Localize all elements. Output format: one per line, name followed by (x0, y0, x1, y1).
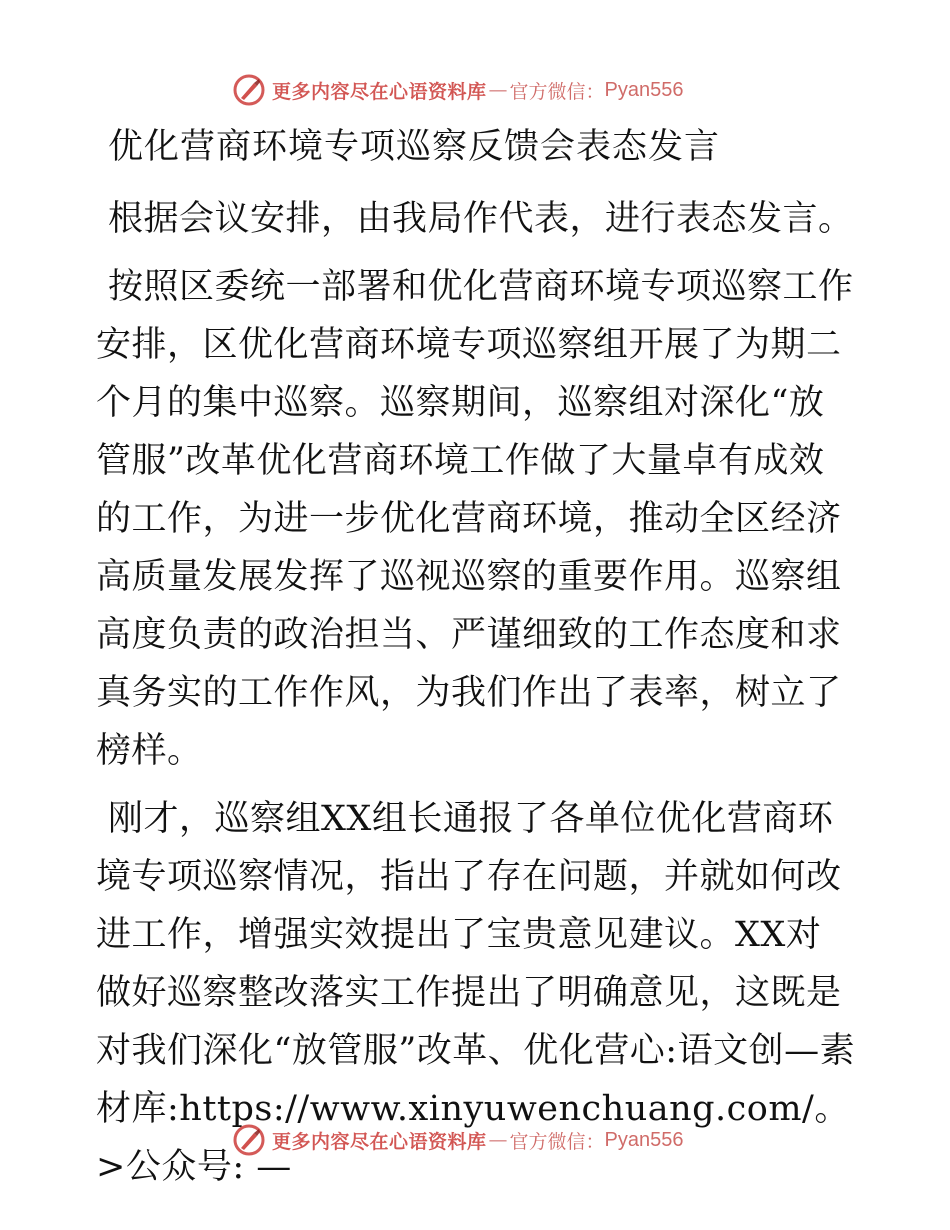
watermark-wechat-id: Pyan556 (604, 78, 684, 101)
watermark-main-text: 更多内容尽在心语资料库 (272, 80, 487, 103)
paragraph-1: 根据会议安排，由我局作代表，进行表态发言。 (108, 199, 854, 239)
pen-logo-icon (232, 73, 266, 107)
header-watermark-banner (232, 72, 684, 108)
watermark-wechat-label: 官方微信： (509, 80, 605, 103)
watermark-separator: — (488, 1129, 508, 1151)
footer-watermark-banner (232, 1122, 684, 1158)
pen-logo-icon (232, 1123, 266, 1157)
document-title: 优化营商环境专项巡察反馈会表态发言 (108, 127, 721, 167)
watermark-wechat-id: Pyan556 (604, 1128, 684, 1151)
document-body (96, 118, 856, 1206)
watermark-separator: — (488, 79, 508, 101)
paragraph-2: 按照区委统一部署和优化营商环境专项巡察工作安排，区优化营商环境专项巡察组开展了为期二个月的集中巡察。巡察期间，巡察组对深化“放管服”改革优化营商环境工作做了大量卓有成效的工作，为进一步优化营商环境，推动全区经济高质量发展发挥了巡视巡察的重要作用。巡察组高度负责的政治担当、严谨细致的工作态度和求真务实的工作作风，为我们作出了表率，树立了榜样。 (96, 267, 854, 771)
paragraph-3: 刚才，巡察组XX组长通报了各单位优化营商环境专项巡察情况，指出了存在问题，并就如何改进工作，增强实效提出了宝贵意见建议。XX对做好巡察整改落实工作提出了明确意见，这既是对我们深化“放管服”改革、优化营心:语文创—素材库:https://www.xinyuwenchuang.com/。>公众号: — (96, 799, 856, 1187)
watermark-main-text: 更多内容尽在心语资料库 (272, 1130, 487, 1153)
watermark-wechat-label: 官方微信： (509, 1130, 605, 1153)
